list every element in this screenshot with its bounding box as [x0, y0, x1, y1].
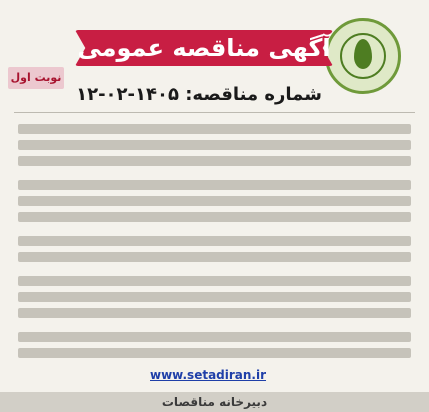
unreadable-text-11: [18, 308, 411, 318]
unreadable-text-9: [18, 276, 411, 286]
unreadable-text-4: [18, 180, 411, 190]
unreadable-text-1: [18, 124, 411, 134]
unreadable-text-12: [18, 332, 411, 342]
unreadable-text-7: [18, 236, 411, 246]
unreadable-text-3: [18, 156, 411, 166]
unreadable-text-2: [18, 140, 411, 150]
unreadable-text-13: [18, 348, 411, 358]
unreadable-text-5: [18, 196, 411, 206]
organization-logo: [325, 18, 401, 94]
notice-title: آگهی مناقصه عمومی: [77, 34, 331, 62]
header-divider: [14, 112, 415, 113]
unreadable-text-10: [18, 292, 411, 302]
round-badge: نوبت اول: [8, 67, 64, 89]
unreadable-text-8: [18, 252, 411, 262]
unreadable-text-6: [18, 212, 411, 222]
website-link[interactable]: www.setadiran.ir: [150, 368, 267, 382]
footer-label: دبیرخانه مناقصات: [161, 395, 268, 409]
organization-logo-emblem: [354, 39, 372, 69]
tender-number: شماره مناقصه: ۱۴۰۵-۰۲-۱۲: [76, 84, 322, 105]
footer-bar: [0, 392, 429, 412]
